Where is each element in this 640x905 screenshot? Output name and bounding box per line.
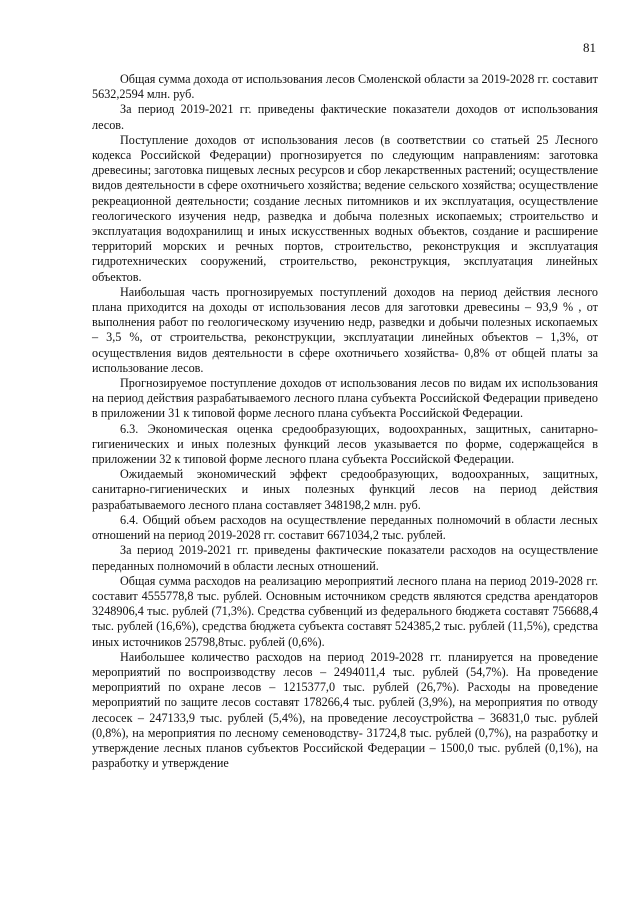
paragraph-expense-breakdown: Наибольшее количество расходов на период 2019-2028 гг. планируется на проведение мероприятий по воспроизводству лесов – 2494011,4 тыс. рублей (54,7%). На проведение мероприятий по охране лесов – 1215377,0 тыс. рублей (26,7%). Расходы на проведение мероприятий по защите лесов составят 178266,4 тыс. рублей (3,9%), на мероприятия по отводу лесосек – 247133,9 тыс. рублей (5,4%), на проведение лесоустройства – 36831,0 тыс. рублей (0,8%), на мероприятия по лесному семеноводству- 31724,8 тыс. рублей (0,7%), на разработку и утверждение лесных планов субъектов Российской Федерации – 1500,0 тыс. рублей (0,1%), на разработку и утверждение bbox=[92, 649, 598, 771]
paragraph-section-6-3: 6.3. Экономическая оценка средообразующих, водоохранных, защитных, санитарно-гигиенических и иных полезных функций лесов указывается по форме, содержащейся в приложении 32 к типовой форме лесного плана субъекта Российской Федерации. bbox=[92, 421, 598, 467]
paragraph-section-6-4: 6.4. Общий объем расходов на осуществление переданных полномочий в области лесных отношений на период 2019-2028 гг. составит 6671034,2 тыс. рублей. bbox=[92, 512, 598, 543]
document-body bbox=[92, 72, 598, 771]
paragraph-economic-effect: Ожидаемый экономический эффект средообразующих, водоохранных, защитных, санитарно-гигиенических и иных полезных функций лесов на период действия разрабатываемого лесного плана составляет 348198,2 млн. руб. bbox=[92, 467, 598, 512]
page-number: 81 bbox=[583, 40, 596, 55]
paragraph-income-directions: Поступление доходов от использования лесов (в соответствии со статьей 25 Лесного кодекса Российской Федерации) прогнозируется по следующим направлениям: заготовка древесины; заготовка пищевых лесных ресурсов и сбор лекарственных растений; осуществление видов деятельности в сфере охотничьего хозяйства; ведение сельского хозяйства; осуществление рекреационной деятельности; создание лесных питомников и их эксплуатация, осуществление геологического изучения недр, разведка и добыча полезных ископаемых; строительство и эксплуатация водохранилищ и иных искусственных водных объектов, создание и расширение территорий морских и речных портов, строительство, реконструкция и эксплуатация гидротехнических сооружений, строительство, реконструкция, эксплуатация линейных объектов. bbox=[92, 132, 599, 284]
paragraph-expense-actuals: За период 2019-2021 гг. приведены фактические показатели расходов на осуществление переданных полномочий в области лесных отношений. bbox=[92, 543, 598, 573]
paragraph-income-shares: Наибольшая часть прогнозируемых поступлений доходов на период действия лесного плана приходится на доходы от использования лесов для заготовки древесины – 93,9 % , от выполнения работ по геологическому изучению недр, разведки и добычи полезных ископаемых – 3,5 %, от строительства, реконструкции, эксплуатации линейных объектов – 1,3%, от осуществления видов деятельности в сфере охотничьего хозяйства- 0,8% от общей платы за использование лесов. bbox=[92, 284, 598, 375]
paragraph-expense-sources: Общая сумма расходов на реализацию мероприятий лесного плана на период 2019-2028 гг. составит 4555778,8 тыс. рублей. Основным источником средств являются средства арендаторов 3248906,4 тыс. рублей (71,3%). Средства субвенций из федерального бюджета составят 756688,4 тыс. рублей (16,6%), средства бюджета субъекта составят 524385,2 тыс. рублей (11,5%), средства иных источников 25798,8тыс. рублей (0,6%). bbox=[92, 573, 598, 649]
paragraph-total-income: Общая сумма дохода от использования лесов Смоленской области за 2019-2028 гг. составит 5632,2594 млн. руб. bbox=[92, 72, 598, 102]
paragraph-income-appendix: Прогнозируемое поступление доходов от использования лесов по видам их использования на период действия разрабатываемого лесного плана субъекта Российской Федерации приведено в приложении 31 к типовой форме лесного плана субъекта Российской Федерации. bbox=[92, 376, 598, 421]
paragraph-income-actuals: За период 2019-2021 гг. приведены фактические показатели доходов от использования лесов. bbox=[92, 102, 598, 132]
